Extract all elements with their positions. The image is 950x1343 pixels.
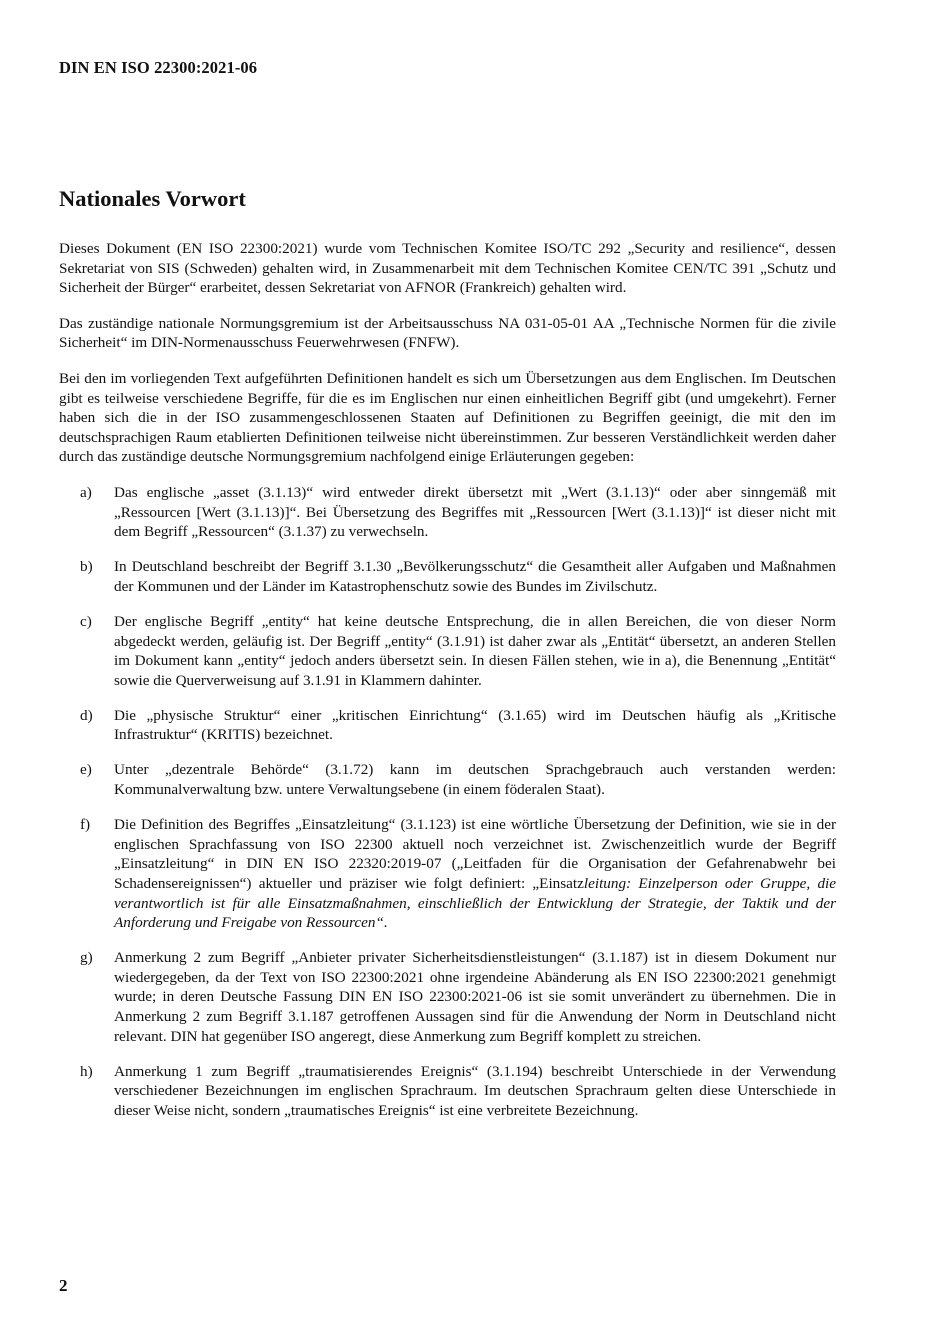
list-item [59,1062,836,1121]
paragraph-intro: Dieses Dokument (EN ISO 22300:2021) wurde vom Technischen Komitee ISO/TC 292 „Security and resilience“, dessen Sekretariat von SIS (Schweden) gehalten wird, in Zusammenarbeit mit dem Technischen Komitee CEN/TC 391 „Schutz und Sicherheit der Bürger“ erarbeitet, dessen Sekretariat von AFNOR (Frankreich) gehalten wird. [59,240,836,297]
list-item [59,948,836,1046]
list-marker: f) [80,816,91,834]
list-item-text: Der englische Begriff „entity“ hat keine deutsche Entsprechung, die in allen Bereichen, die von dieser Norm abgedeckt werden, geläufig ist. Der Begriff „entity“ (3.1.91) ist daher zwar als „Entität“ übersetzt, an anderen Stellen im Dokument kann „entity“ jedoch anders übersetzt sein. In diesen Fällen stehen, wie in a), die Benennung „Entität“ sowie die Querverweisung auf 3.1.91 in Klammern dahinter. [114,612,836,689]
list-item-text: Das englische „asset (3.1.13)“ wird entweder direkt übersetzt mit „Wert (3.1.13)“ oder aber sinngemäß mit „Ressourcen [Wert (3.1.13)]“. Bei Übersetzung des Begriffes mit „Ressourcen [Wert (3.1.13)]“ ist dieser nicht mit dem Begriff „Ressourcen“ (3.1.37) zu verwechseln. [114,483,836,541]
list-item [59,815,836,933]
paragraph-definitions: Bei den im vorliegenden Text aufgeführten Definitionen handelt es sich um Übersetzungen aus dem Englischen. Im Deutschen gibt es teilweise verschiedene Begriffe, für die es im Englischen nur einen einheitlichen Begriff gibt (und umgekehrt). Ferner haben sich die in der ISO zusammengeschlossenen Staaten auf Definitionen zu Begriffen geeinigt, die mit den im deutschsprachigen Raum etablierten Definitionen teilweise nicht übereinstimmen. Zur besseren Verständlichkeit werden daher durch das zuständige deutsche Normungsgremium nachfolgend einige Erläuterungen gegeben: [59,369,836,466]
list-marker: h) [80,1062,93,1080]
list-item-text: Anmerkung 2 zum Begriff „Anbieter privater Sicherheitsdienstleistungen“ (3.1.187) ist in diesem Dokument nur wiedergegeben, da der Text von ISO 22300:2021 ohne irgendeine Abänderung als EN ISO 22300:2021 genehmigt wurde; in deren Deutsche Fassung DIN EN ISO 22300:2021-06 ist sie somit unverändert zu übernehmen. Die in Anmerkung 2 zum Begriff 3.1.187 getroffenen Aussagen sind für die Anwendung der Norm in Deutschland nicht relevant. DIN hat gegenüber ISO angeregt, diese Anmerkung zum Begriff komplett zu streichen. [114,949,836,1045]
list-marker: g) [80,949,93,967]
list-item [59,483,836,542]
list-marker: a) [80,483,92,501]
section-title: Nationales Vorwort [59,186,246,211]
list-item-text: Anmerkung 1 zum Begriff „traumatisierendes Ereignis“ (3.1.194) beschreibt Unterschiede in der Verwendung verschiedener Bezeichnungen im englischen Sprachraum. Im deutschen Sprachraum gelten diese Unterschiede in dieser Weise nicht, sondern „traumatisches Ereignis“ ist eine verbreitete Bezeichnung. [114,1062,836,1119]
paragraph-committee: Das zuständige nationale Normungsgremium ist der Arbeitsausschuss NA 031-05-01 AA „Technische Normen für die zivile Sicherheit“ im DIN-Normenausschuss Feuerwehrwesen (FNFW). [59,314,836,352]
list-marker: d) [80,706,93,724]
page-number: 2 [59,1276,68,1295]
document-body [59,239,836,1136]
explanations-list [59,483,836,1121]
list-item-text: Die Definition des Begriffes „Einsatzleitung“ (3.1.123) ist eine wörtliche Übersetzung der Definition, wie sie in der englischen Sprachfassung von ISO 22300 aktuell noch verzeichnet ist. Zwischenzeitlich wurde der Begriff „Einsatzleitung“ in DIN EN ISO 22320:2019-07 („Leitfaden für die Organisation der Gefahrenabwehr bei Schadensereignissen“) aktueller und präziser wie folgt definiert: „Einsatz [114,816,836,892]
list-item [59,612,836,690]
list-item-text: Unter „dezentrale Behörde“ (3.1.72) kann im deutschen Sprachgebrauch auch verstanden werden: Kommunalverwaltung bzw. untere Verwaltungsebene (in einem föderalen Staat). [114,761,836,799]
list-item-text: In Deutschland beschreibt der Begriff 3.1.30 „Bevölkerungsschutz“ die Gesamtheit aller Aufgaben und Maßnahmen der Kommunen und der Länder im Katastrophenschutz sowie des Bundes im Zivilschutz. [114,558,836,595]
list-marker: e) [80,761,92,779]
list-marker: c) [80,612,92,630]
list-marker: b) [80,558,93,576]
list-item-text: Die „physische Struktur“ einer „kritischen Einrichtung“ (3.1.65) wird im Deutschen häufig als „Kritische Infrastruktur“ (KRITIS) bezeichnet. [114,706,836,744]
list-item [59,557,836,596]
document-header-id: DIN EN ISO 22300:2021-06 [59,58,258,77]
list-item [59,760,836,799]
list-item-italic-definition: leitung: Einzelperson oder Gruppe, die verantwortlich ist für alle Einsatzmaßnahmen, einschließlich der Entwicklung der Strategie, der Taktik und der Anforderung und Freigabe von Ressourcen“. [114,874,837,932]
list-item [59,706,836,745]
